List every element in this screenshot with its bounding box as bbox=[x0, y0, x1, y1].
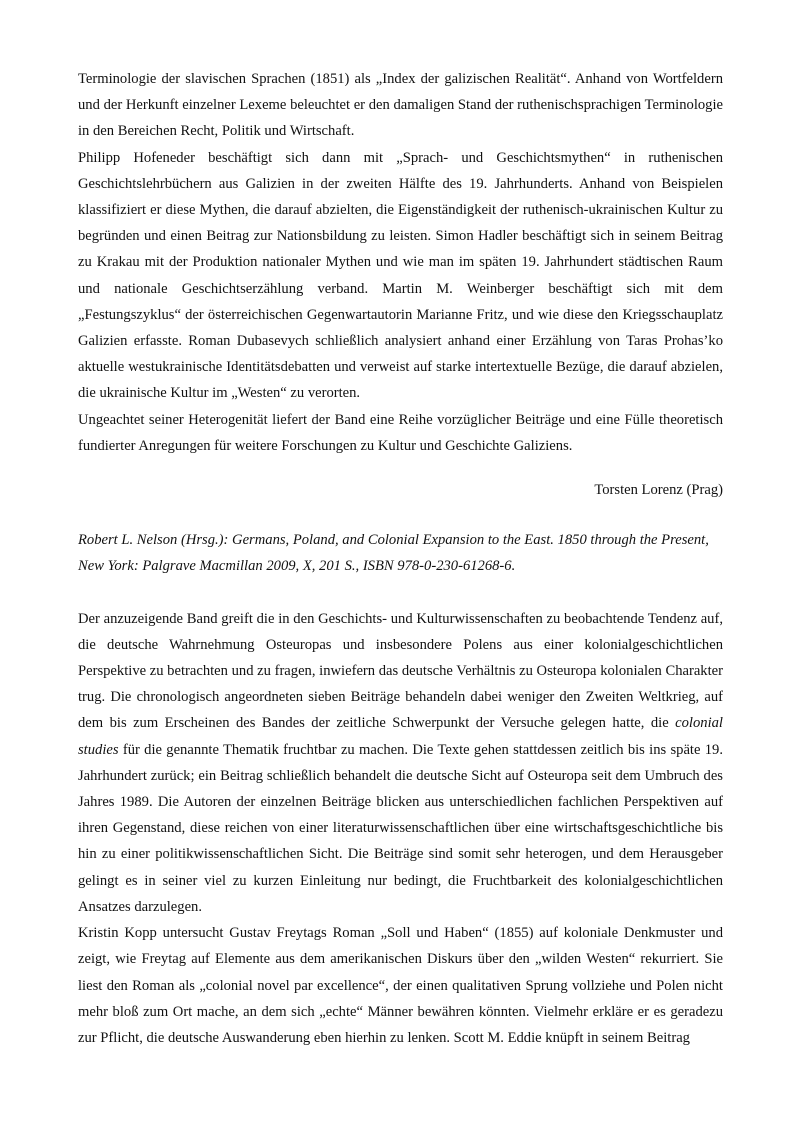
body-paragraph: Ungeachtet seiner Heterogenität liefert der Band eine Reihe vorzüglicher Beiträge und eine Fülle theoretisch fundierter Anregungen für weitere Forschungen zu Kultur und Geschichte Galiziens. bbox=[78, 411, 723, 454]
body-paragraph bbox=[78, 606, 723, 920]
body-paragraph: Kristin Kopp untersucht Gustav Freytags Roman „Soll und Haben“ (1855) auf koloniale Denkmuster und zeigt, wie Freytag auf Elemente aus dem amerikanischen Diskurs über den „wilden Westen“ rekurriert. Sie liest den Roman als „colonial novel par excellence“, der einen qualitativen Sprung vollziehe und Polen nicht mehr bloß zum Ort mache, an dem sich „echte“ Männer bewähren könnten. Vielmehr erkläre er es geradezu zur Pflicht, die deutsche Auswanderung eben hierhin zu lenken. Scott M. Eddie knüpft in seinem Beitrag bbox=[78, 925, 723, 1046]
body-paragraph: Philipp Hofeneder beschäftigt sich dann mit „Sprach- und Geschichtsmythen“ in ruthenischen Geschichtslehrbüchern aus Galizien in der zweiten Hälfte des 19. Jahrhunderts. Anhand von Beispielen klassifiziert er diese Mythen, die darauf abzielten, die Eigenständigkeit der ruthenisch-ukrainischen Kultur zu begründen und einen Beitrag zur Nationsbildung zu leisten. Simon Hadler beschäftigt sich in seinem Beitrag zu Krakau mit der Produktion nationaler Mythen und wie man im späten 19. Jahrhundert städtischen Raum und nationale Geschichtserzählung verband. Martin M. Weinberger beschäftigt sich mit dem „Festungszyklus“ der österreichischen Gegenwartautorin Marianne Fritz, und wie diese den Kriegsschauplatz Galizien erfasste. Roman Dubasevych schließlich analysiert anhand einer Erzählung von Taras Prohas’ko aktuelle westukrainische Identitätsdebatten und verweist auf starke intertextuelle Bezüge, die darauf abzielen, die ukrainische Kultur im „Westen“ zu verorten. bbox=[78, 149, 723, 402]
body-paragraph: Terminologie der slavischen Sprachen (1851) als „Index der galizischen Realität“. Anhand von Wortfeldern und der Herkunft einzelner Lexeme beleuchtet er den damaligen Stand der ruthenischsprachigen Terminologie in den Bereichen Recht, Politik und Wirtschaft. bbox=[78, 71, 723, 140]
document-page bbox=[78, 66, 723, 1051]
italic-term: colonial studies bbox=[78, 715, 723, 758]
paragraph-text: Der anzuzeigende Band greift die in den Geschichts- und Kulturwissenschaften zu beobachtende Tendenz auf, die deutsche Wahrnehmung Osteuropas und insbesondere Polens aus einer kolonialgeschichtlichen Perspektive zu betrachten und zu fragen, inwiefern das deutsche Verhältnis zu Osteuropa kolonialen Charakter trug. Die chronologisch angeordneten sieben Beiträge behandeln dabei weniger den Zweiten Weltkrieg, auf dem bis zum Erscheinen des Bandes der zeitliche Schwerpunkt der Versuche gelegen hatte, die bbox=[78, 610, 723, 732]
paragraph-text: für die genannte Thematik fruchtbar zu machen. Die Texte gehen stattdessen zeitlich bis ins späte 19. Jahrhundert zurück; ein Beitrag schließlich behandelt die deutsche Sicht auf Osteuropa seit dem Umbruch des Jahres 1989. Die Autoren der einzelnen Beiträge blicken aus unterschiedlichen fachlichen Perspektiven auf ihren Gegenstand, diese reichen von einer literaturwissenschaftlichen über eine wirtschaftsgeschichtliche bis hin zu einer politikwissenschaftlichen Sicht. Die Beiträge sind somit sehr heterogen, und dem Herausgeber gelingt es in seiner viel zu kurzen Einleitung nur bedingt, die Fruchtbarkeit des kolonialgeschichtlichen Ansatzes darzulegen. bbox=[78, 741, 723, 915]
reviewer-signature: Torsten Lorenz (Prag) bbox=[594, 482, 723, 499]
book-citation: Robert L. Nelson (Hrsg.): Germans, Poland, and Colonial Expansion to the East. 1850 through the Present, New York: Palgrave Macmillan 2009, X, 201 S., ISBN 978-0-230-61268-6. bbox=[78, 532, 709, 575]
